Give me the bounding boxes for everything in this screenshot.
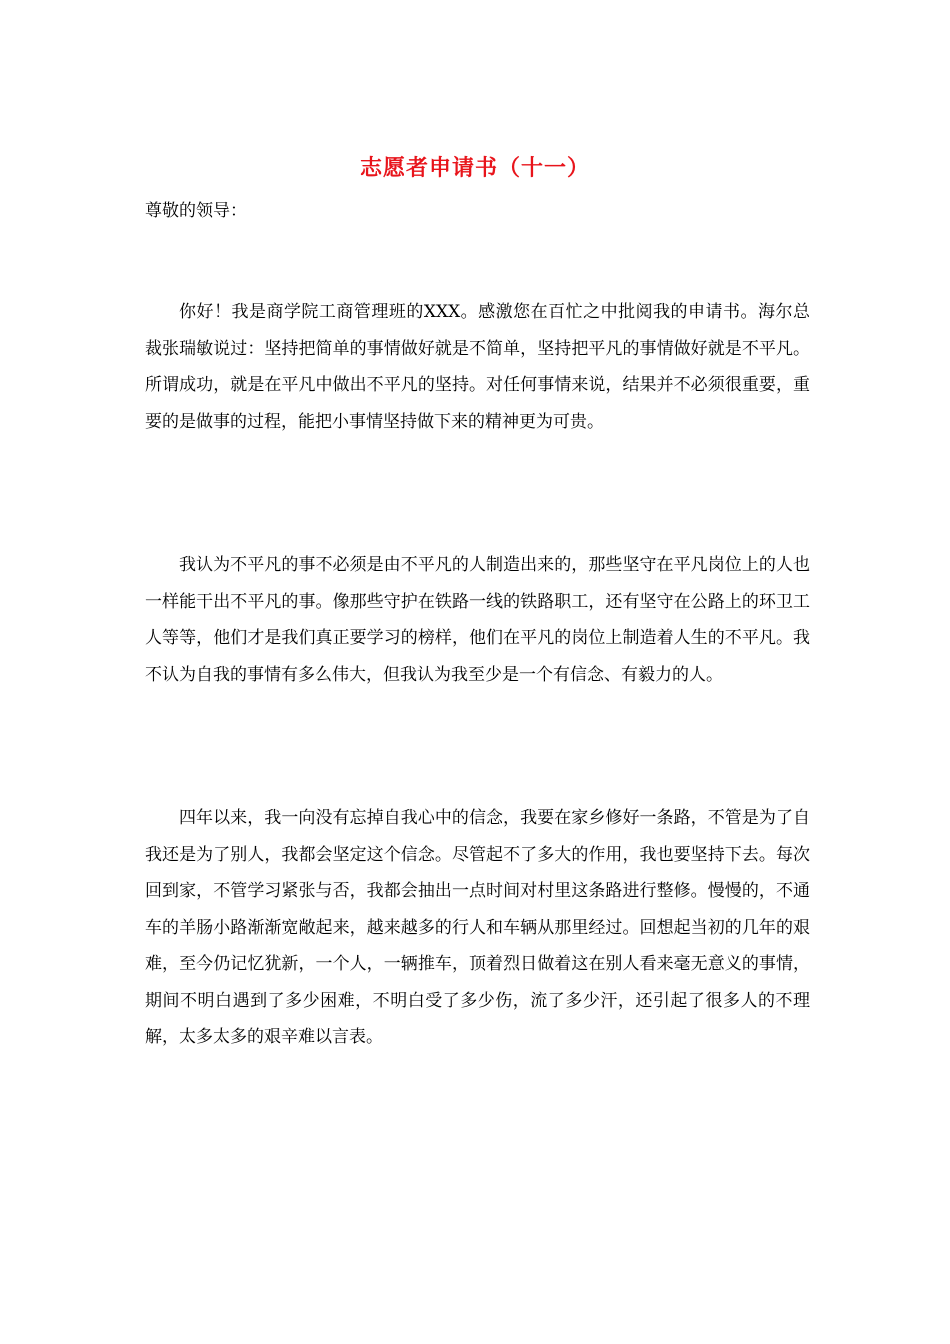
- paragraph-1: 你好！我是商学院工商管理班的XXX。感激您在百忙之中批阅我的申请书。海尔总裁张瑞敏说过：坚持把简单的事情做好就是不简单，坚持把平凡的事情做好就是不平凡。所谓成功，就是在平凡中做出不平凡的坚持。对任何事情来说，结果并不必须很重要，重要的是做事的过程，能把小事情坚持做下来的精神更为可贵。: [145, 302, 810, 432]
- salutation: 尊敬的领导：: [145, 201, 247, 221]
- paragraph-2: 我认为不平凡的事不必须是由不平凡的人制造出来的，那些坚守在平凡岗位上的人也一样能干出不平凡的事。像那些守护在铁路一线的铁路职工，还有坚守在公路上的环卫工人等等，他们才是我们真正要学习的榜样，他们在平凡的岗位上制造着人生的不平凡。我不认为自我的事情有多么伟大，但我认为我至少是一个有信念、有毅力的人。: [145, 555, 810, 685]
- document-title: 志愿者申请书（十一）: [359, 155, 590, 181]
- paragraph-3: 四年以来，我一向没有忘掉自我心中的信念，我要在家乡修好一条路，不管是为了自我还是为了别人，我都会坚定这个信念。尽管起不了多大的作用，我也要坚持下去。每次回到家，不管学习紧张与否，我都会抽出一点时间对村里这条路进行整修。慢慢的，不通车的羊肠小路渐渐宽敞起来，越来越多的行人和车辆从那里经过。回想起当初的几年的艰难，至今仍记忆犹新，一个人，一辆推车，顶着烈日做着这在别人看来毫无意义的事情，期间不明白遇到了多少困难，不明白受了多少伤，流了多少汗，还引起了很多人的不理解，太多太多的艰辛难以言表。: [145, 808, 810, 1047]
